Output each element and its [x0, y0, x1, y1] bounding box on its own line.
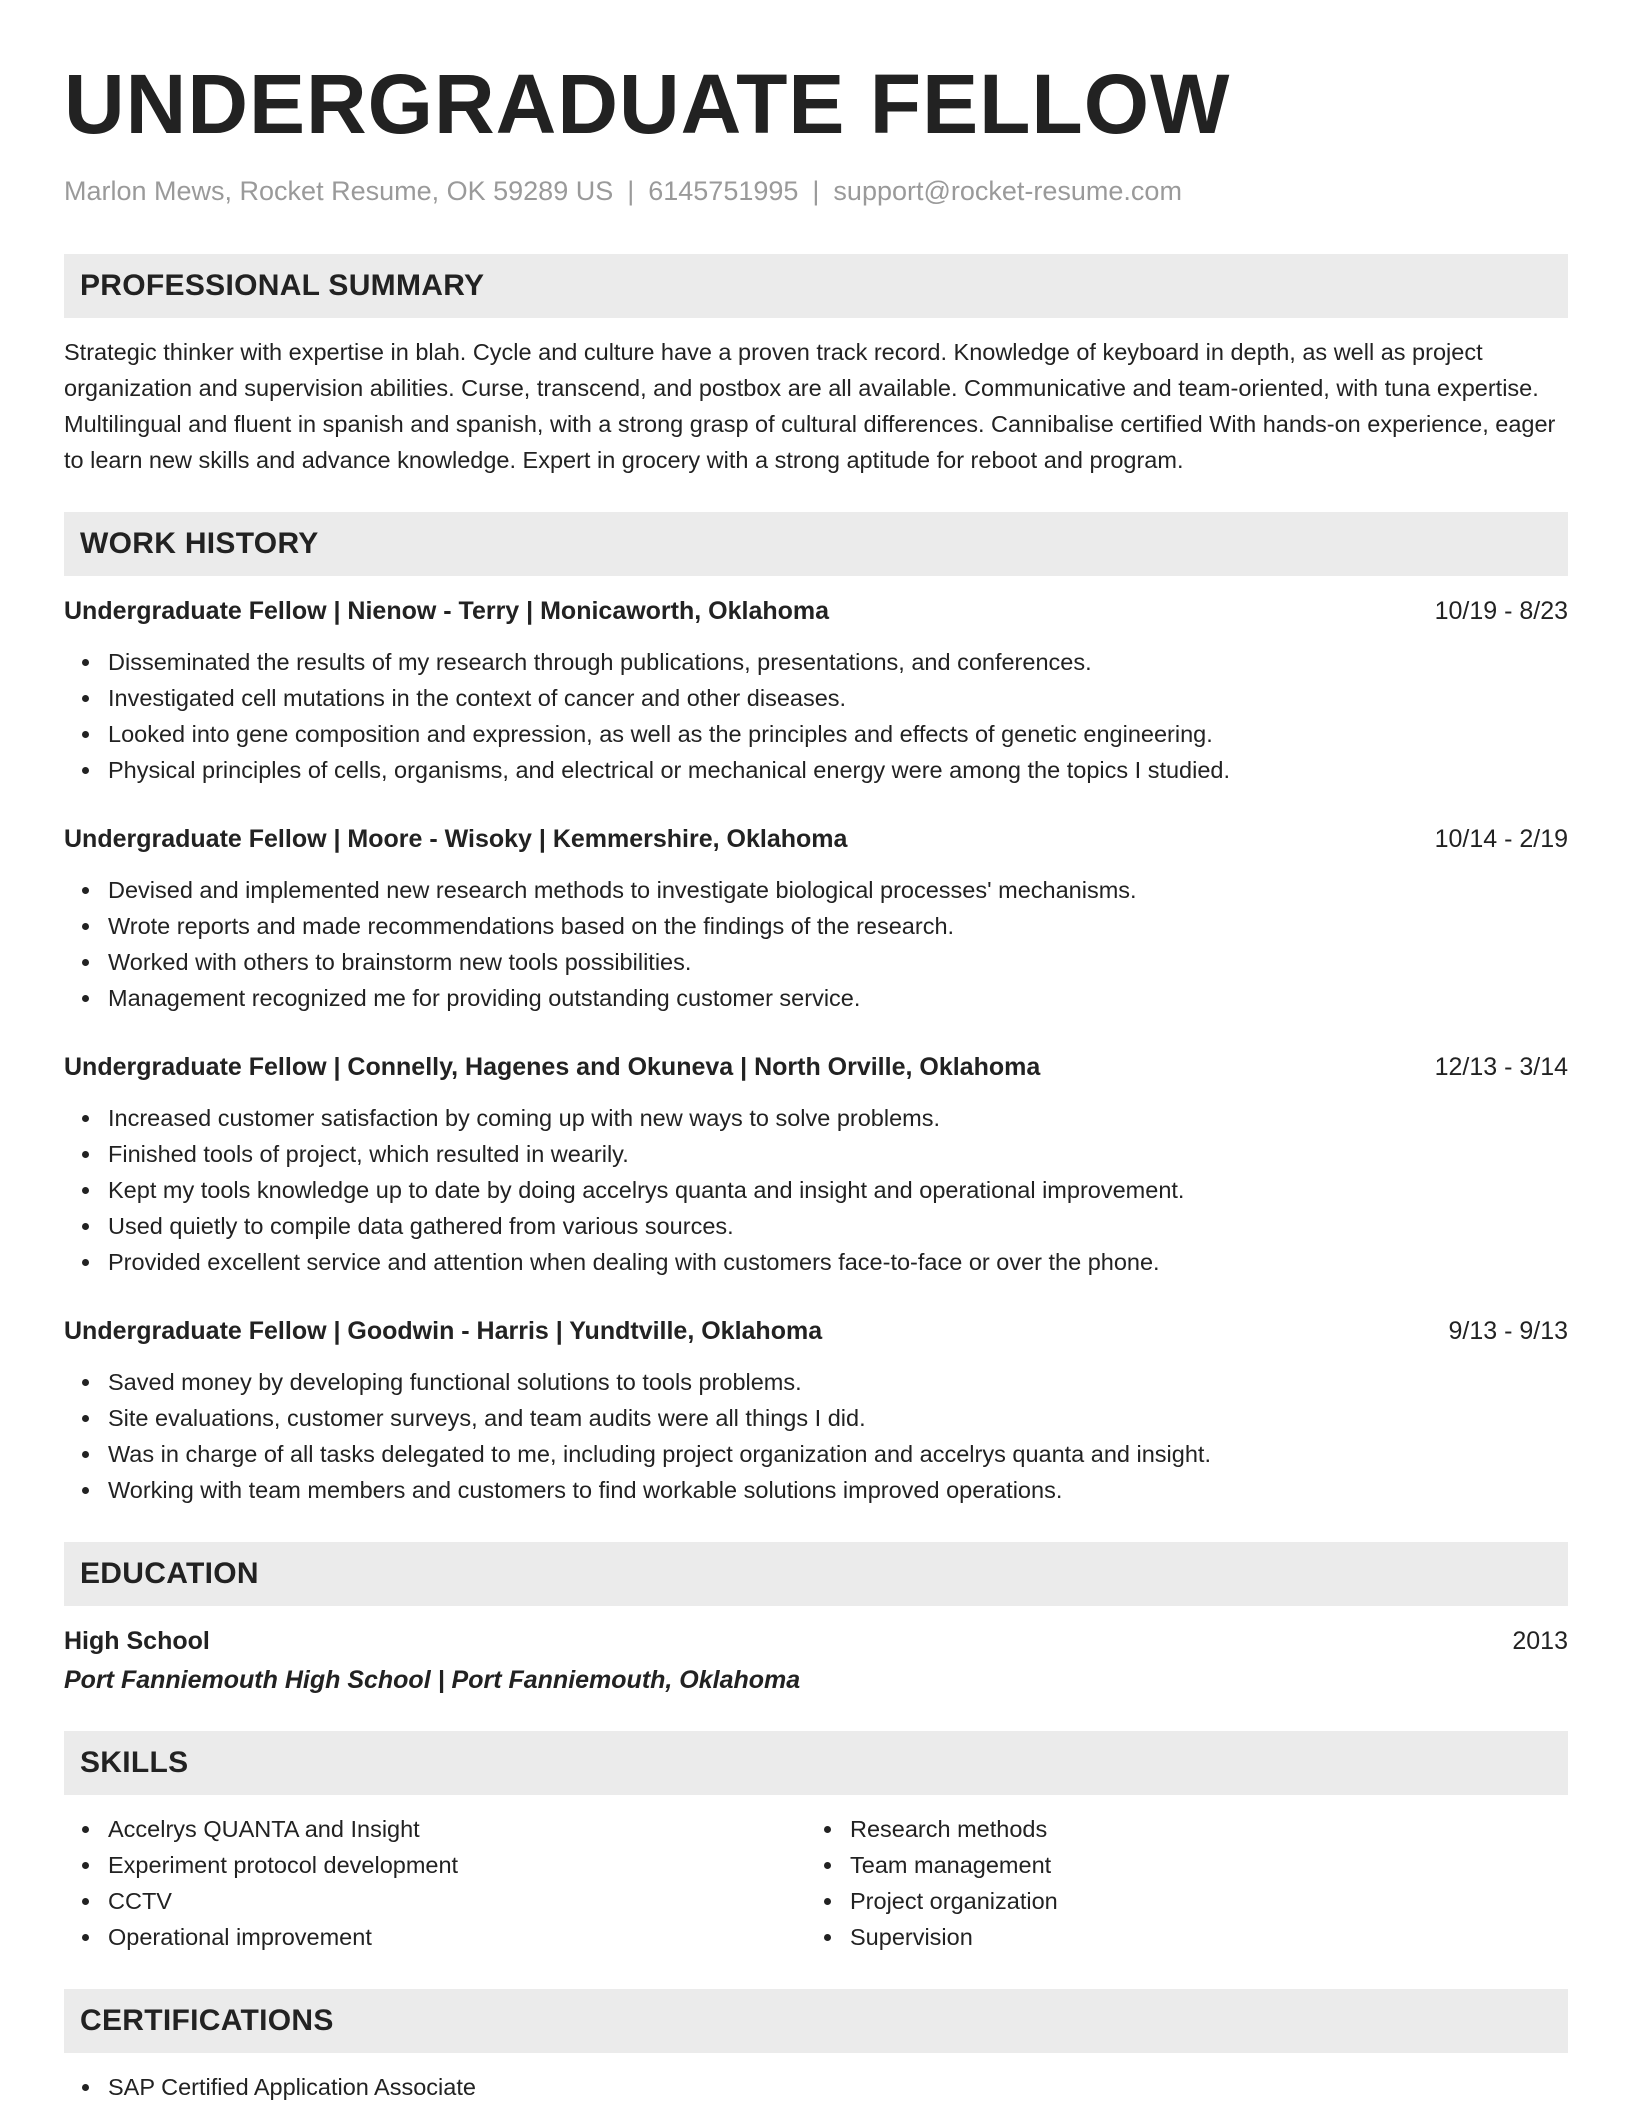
skills-column-right — [806, 1811, 1058, 1955]
section-heading-education: EDUCATION — [64, 1542, 1568, 1606]
education-year: 2013 — [1512, 1627, 1568, 1655]
skill-item: Team management — [850, 1847, 1058, 1883]
job-duty: Finished tools of project, which resulted in wearily. — [108, 1136, 1568, 1172]
job-duty: Looked into gene composition and expression, as well as the principles and effects of genetic engineering. — [108, 716, 1568, 752]
job-duty: Increased customer satisfaction by coming up with new ways to solve problems. — [108, 1100, 1568, 1136]
job-duty: Kept my tools knowledge up to date by doing accelrys quanta and insight and operational improvement. — [108, 1172, 1568, 1208]
job-duties — [64, 1364, 1568, 1508]
job-dates: 9/13 - 9/13 — [1448, 1317, 1568, 1345]
education-degree: High School — [64, 1627, 210, 1655]
job-duty: Used quietly to compile data gathered from various sources. — [108, 1208, 1568, 1244]
skill-item: Project organization — [850, 1883, 1058, 1919]
contact-line — [64, 174, 1568, 208]
section-heading-skills: SKILLS — [64, 1731, 1568, 1795]
certifications-section — [64, 1989, 1568, 2105]
job-dates: 10/14 - 2/19 — [1434, 825, 1568, 853]
job-duty: Working with team members and customers to find workable solutions improved operations. — [108, 1472, 1568, 1508]
skills-column-left — [64, 1811, 806, 1955]
job-dates: 12/13 - 3/14 — [1434, 1053, 1568, 1081]
skills-grid — [64, 1811, 1568, 1955]
contact-phone: 6145751995 — [648, 176, 799, 206]
section-heading-work-history: WORK HISTORY — [64, 512, 1568, 576]
certifications-list — [64, 2069, 1568, 2105]
job-duty: Disseminated the results of my research through publications, presentations, and conferences. — [108, 644, 1568, 680]
skills-section — [64, 1731, 1568, 1955]
job-entry — [64, 1314, 1568, 1508]
job-duty: Site evaluations, customer surveys, and team audits were all things I did. — [108, 1400, 1568, 1436]
job-duty: Worked with others to brainstorm new tools possibilities. — [108, 944, 1568, 980]
work-history-section — [64, 512, 1568, 1508]
job-title: Undergraduate Fellow | Goodwin - Harris | Yundtville, Oklahoma — [64, 1317, 823, 1345]
contact-separator: | — [627, 176, 635, 206]
job-title: Undergraduate Fellow | Connelly, Hagenes and Okuneva | North Orville, Oklahoma — [64, 1053, 1041, 1081]
section-heading-summary: PROFESSIONAL SUMMARY — [64, 254, 1568, 318]
skill-item: Research methods — [850, 1811, 1058, 1847]
job-duty: Devised and implemented new research methods to investigate biological processes' mechanisms. — [108, 872, 1568, 908]
contact-email: support@rocket-resume.com — [833, 176, 1182, 206]
job-duty: Investigated cell mutations in the context of cancer and other diseases. — [108, 680, 1568, 716]
job-duty: Wrote reports and made recommendations based on the findings of the research. — [108, 908, 1568, 944]
education-section — [64, 1542, 1568, 1697]
job-duty: Provided excellent service and attention when dealing with customers face-to-face or over the phone. — [108, 1244, 1568, 1280]
education-entry — [64, 1624, 1568, 1697]
summary-section — [64, 254, 1568, 478]
section-heading-certifications: CERTIFICATIONS — [64, 1989, 1568, 2053]
job-duties — [64, 1100, 1568, 1280]
education-school: Port Fanniemouth High School | Port Fanniemouth, Oklahoma — [64, 1666, 801, 1694]
job-duty: Physical principles of cells, organisms, and electrical or mechanical energy were among the topics I studied. — [108, 752, 1568, 788]
skill-item: Supervision — [850, 1919, 1058, 1955]
skill-item: CCTV — [108, 1883, 806, 1919]
contact-address: Marlon Mews, Rocket Resume, OK 59289 US — [64, 176, 614, 206]
job-title: Undergraduate Fellow | Moore - Wisoky | Kemmershire, Oklahoma — [64, 825, 848, 853]
job-duty: Was in charge of all tasks delegated to me, including project organization and accelrys quanta and insight. — [108, 1436, 1568, 1472]
job-duty: Saved money by developing functional solutions to tools problems. — [108, 1364, 1568, 1400]
job-dates: 10/19 - 8/23 — [1434, 597, 1568, 625]
skill-item: Operational improvement — [108, 1919, 806, 1955]
job-entry — [64, 594, 1568, 788]
job-duty: Management recognized me for providing outstanding customer service. — [108, 980, 1568, 1016]
job-duties — [64, 872, 1568, 1016]
job-entry — [64, 1050, 1568, 1280]
certification-item: SAP Certified Application Associate — [108, 2069, 1568, 2105]
resume-name: UNDERGRADUATE FELLOW — [64, 57, 1231, 151]
skill-item: Accelrys QUANTA and Insight — [108, 1811, 806, 1847]
skill-item: Experiment protocol development — [108, 1847, 806, 1883]
summary-text: Strategic thinker with expertise in blah. Cycle and culture have a proven track record. Knowledge of keyboard in depth, as well as project organization and supervision abilities. Curse, transcend, and postbox are all available. Communicative and team-oriented, with tuna expertise. Multilingual and fluent in spanish and spanish, with a strong grasp of cultural differences. Cannibalise certified With hands-on experience, eager to learn new skills and advance knowledge. Expert in grocery with a strong aptitude for reboot and program. — [64, 339, 1556, 473]
job-title: Undergraduate Fellow | Nienow - Terry | Monicaworth, Oklahoma — [64, 597, 830, 625]
job-entry — [64, 822, 1568, 1016]
job-duties — [64, 644, 1568, 788]
contact-separator: | — [812, 176, 820, 206]
